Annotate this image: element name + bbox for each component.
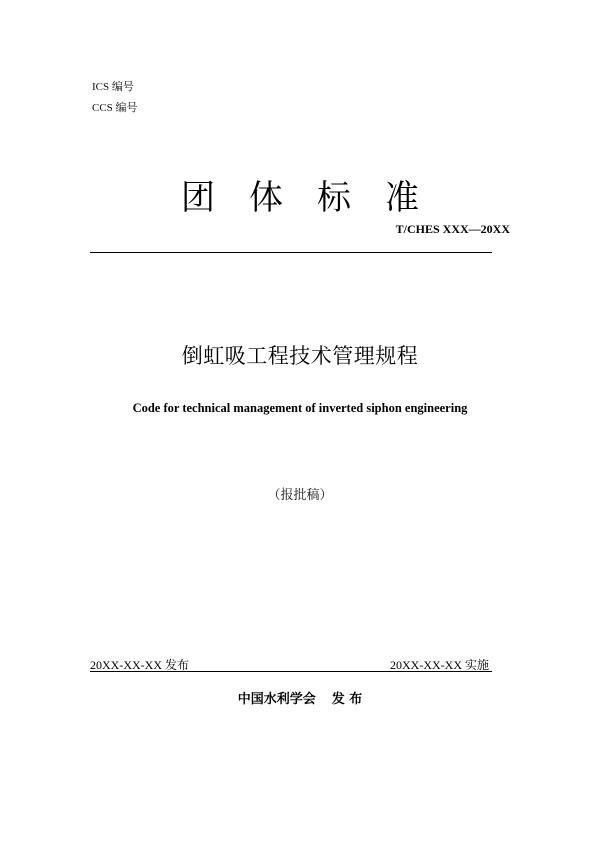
publisher-organization: 中国水利学会 xyxy=(237,692,316,707)
ccs-number-label: CCS 编号 xyxy=(92,102,138,114)
standard-category-title: 团体标准 xyxy=(181,178,453,218)
footer-divider-line xyxy=(90,671,492,672)
publisher-action: 发 布 xyxy=(331,692,363,707)
issue-date: 20XX-XX-XX 发布 xyxy=(90,658,189,672)
publisher-line xyxy=(0,688,600,707)
ics-number-label: ICS 编号 xyxy=(92,81,134,93)
header-divider-line xyxy=(90,252,492,253)
draft-status-label: （报批稿） xyxy=(267,487,333,502)
standard-number: T/CHES XXX—20XX xyxy=(395,222,510,236)
implementation-date: 20XX-XX-XX 实施 xyxy=(390,658,489,672)
english-document-title: Code for technical management of inverted siphon engineering xyxy=(132,401,468,415)
chinese-document-title: 倒虹吸工程技术管理规程 xyxy=(181,344,419,368)
